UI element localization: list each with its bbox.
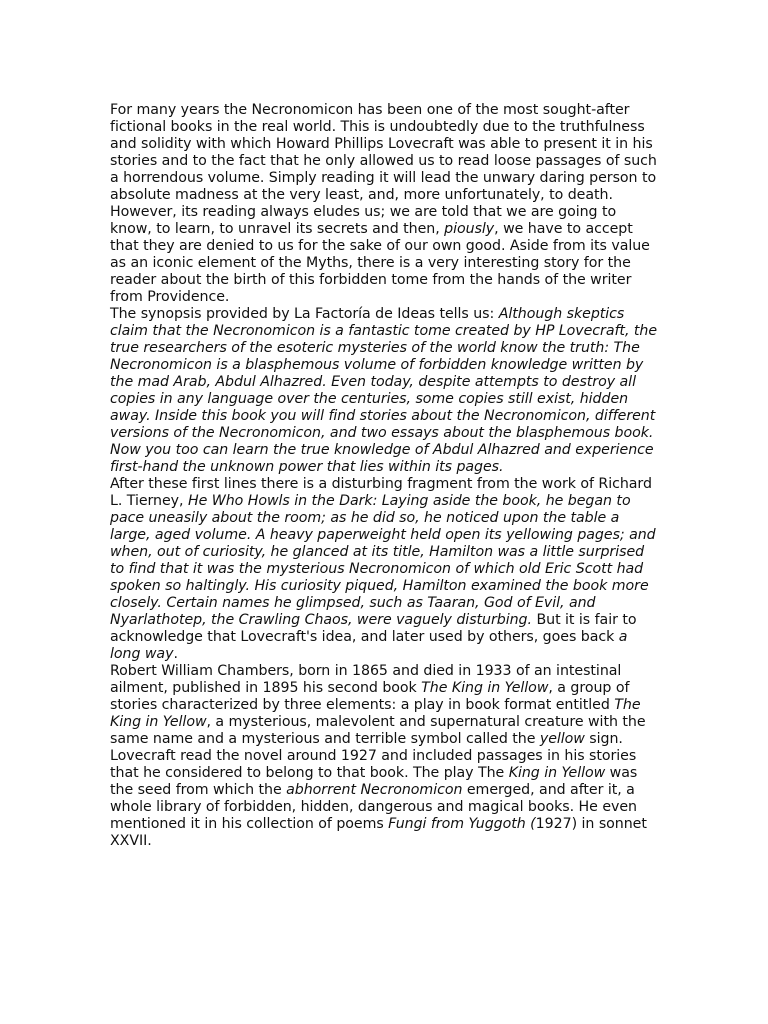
text-run: , we have to accept that they are denied to us for the sake of our own good. Aside from its value as an iconic element of the Myths, there is a very interesting story for the reader about the birth of this forbidden tome from the hands of the writer from Providence.: [110, 221, 650, 305]
text-run-italic: yellow: [539, 731, 585, 747]
document-body: [110, 102, 658, 850]
paragraph-intro: [110, 102, 658, 306]
text-run: sign. Lovecraft read the novel around 1927 and included passages in his stories that he considered to belong to that book. The play The: [110, 731, 637, 781]
text-run-italic: The King in Yellow: [110, 697, 641, 730]
text-run-italic: The King in Yellow: [421, 680, 549, 696]
paragraph-chambers: [110, 663, 658, 850]
text-run: But it is fair to acknowledge that Lovecraft's idea, and later used by others, goes back: [110, 612, 637, 645]
text-run-italic: Fungi from Yuggoth (: [388, 816, 536, 832]
text-run: After these first lines there is a disturbing fragment from the work of Richard L. Tierney,: [110, 476, 652, 509]
text-run: was the seed from which the: [110, 765, 638, 798]
paragraph-tierney-fragment: [110, 476, 658, 663]
text-run: .: [173, 646, 178, 662]
text-run: The synopsis provided by La Factoría de Ideas tells us:: [110, 306, 499, 322]
paragraph-synopsis: [110, 306, 658, 476]
text-run-italic: piously: [444, 221, 495, 237]
text-run: 1927) in sonnet XXVII.: [110, 816, 647, 849]
text-run-italic: King in Yellow: [508, 765, 606, 781]
text-run-italic: a long way: [110, 629, 628, 662]
text-run: For many years the Necronomicon has been one of the most sought-after fictional books in the real world. This is undoubtedly due to the truthfulness and solidity with which Howard Phillips Lovecraft was able to present it in his stories and to the fact that he only allowed us to read loose passages of such a horrendous volume. Simply reading it will lead the unwary daring person to absolute madness at the very least, and, more unfortunately, to death. However, its reading always eludes us; we are told that we are going to know, to learn, to unravel its secrets and then,: [110, 102, 657, 237]
text-run: , a mysterious, malevolent and supernatural creature with the same name and a mysterious and terrible symbol called the: [110, 714, 646, 747]
text-run-italic: Although skeptics claim that the Necronomicon is a fantastic tome created by HP Lovecraft, the true researchers of the esoteric mysteries of the world know the truth: The Necronomicon is a blasphemous volume of forbidden knowledge written by the mad Arab, Abdul Alhazred. Even today, despite attempts to destroy all copies in any language over the centuries, some copies still exist, hidden away. Inside this book you will find stories about the Necronomicon, different versions of the Necronomicon, and two essays about the blasphemous book. Now you too can learn the true knowledge of Abdul Alhazred and experience first-hand the unknown power that lies within its pages.: [110, 306, 657, 475]
text-run: emerged, and after it, a whole library of forbidden, hidden, dangerous and magical books. He even mentioned it in his collection of poems: [110, 782, 637, 832]
text-run: Robert William Chambers, born in 1865 and died in 1933 of an intestinal ailment, published in 1895 his second book: [110, 663, 622, 696]
text-run: , a group of stories characterized by three elements: a play in book format entitled: [110, 680, 630, 713]
text-run-italic: abhorrent Necronomicon: [286, 782, 463, 798]
text-run-italic: He Who Howls in the Dark: Laying aside the book, he began to pace uneasily about the room; as he did so, he noticed upon the table a large, aged volume. A heavy paperweight held open its yellowing pages; and when, out of curiosity, he glanced at its title, Hamilton was a little surprised to find that it was the mysterious Necronomicon of which old Eric Scott had spoken so haltingly. His curiosity piqued, Hamilton examined the book more closely. Certain names he glimpsed, such as Taaran, God of Evil, and Nyarlathotep, the Crawling Chaos, were vaguely disturbing.: [110, 493, 656, 628]
